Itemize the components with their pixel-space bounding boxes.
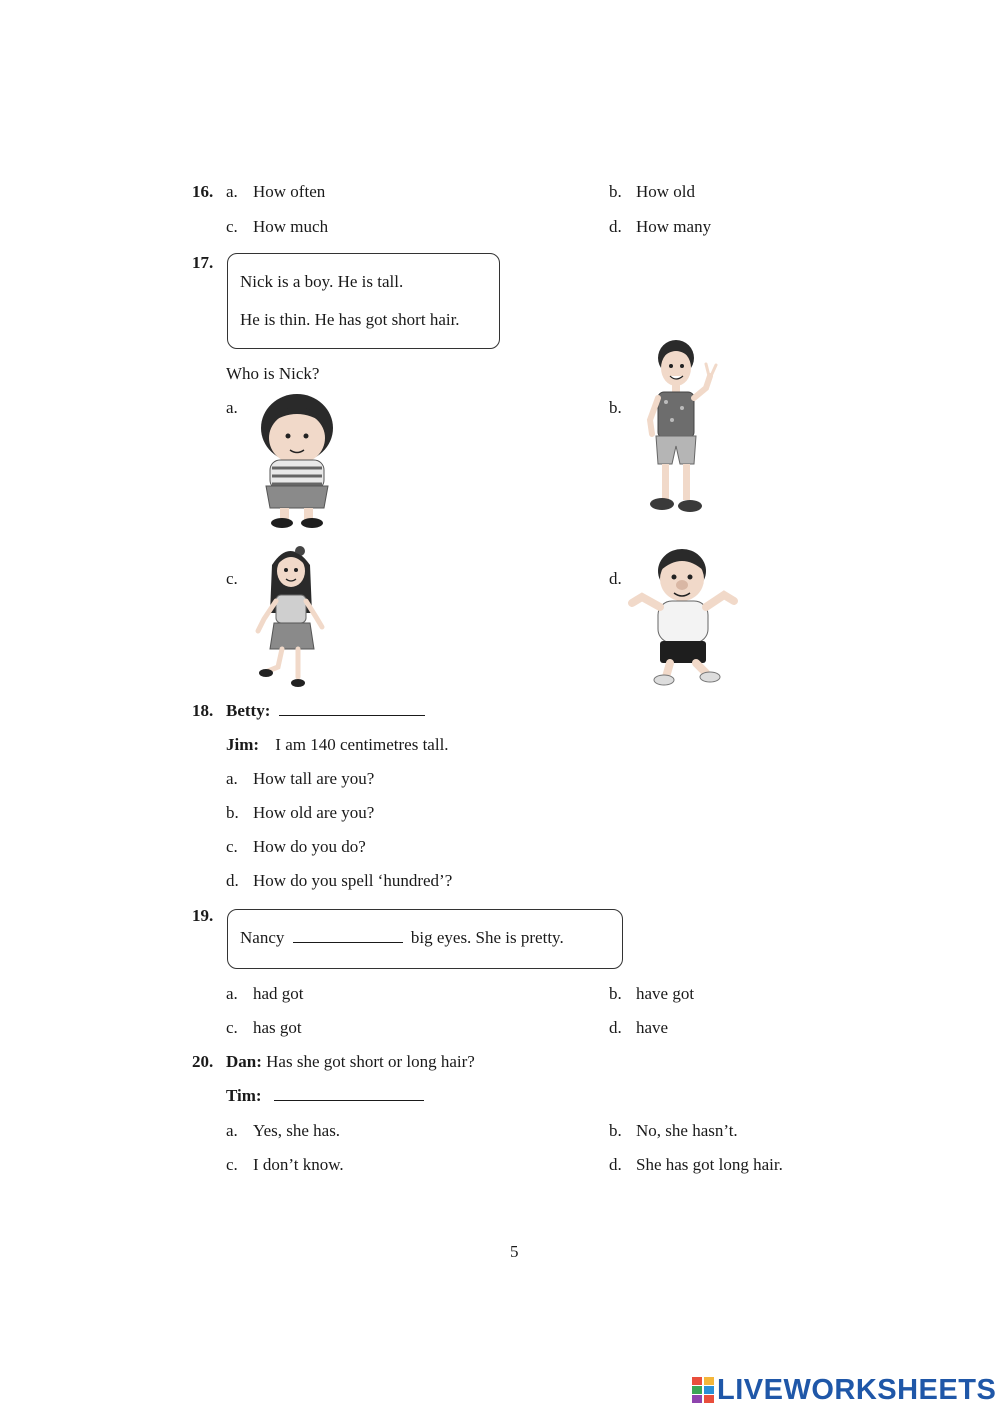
option-letter: d. bbox=[609, 217, 622, 236]
liveworksheets-logo-icon bbox=[692, 1377, 714, 1403]
option-letter: b. bbox=[609, 1121, 622, 1140]
option-letter: c. bbox=[226, 1155, 238, 1174]
q19-option-a[interactable] bbox=[226, 984, 304, 1004]
q17-option-d-letter[interactable]: d. bbox=[609, 569, 622, 588]
chubby-boy-arms-out-illustration[interactable] bbox=[628, 545, 740, 685]
speaker-dan: Dan: bbox=[226, 1052, 262, 1071]
option-letter: c. bbox=[226, 217, 238, 236]
option-letter: a. bbox=[226, 1121, 238, 1140]
q16-option-c[interactable] bbox=[226, 217, 328, 237]
option-text: have got bbox=[636, 984, 695, 1003]
option-text: have bbox=[636, 1018, 669, 1037]
q16-option-d[interactable] bbox=[609, 217, 711, 237]
q20-option-d[interactable] bbox=[609, 1155, 783, 1175]
q16-option-b[interactable] bbox=[609, 182, 695, 202]
q20-dan-line bbox=[226, 1052, 475, 1072]
question-20-number: 20. bbox=[192, 1052, 214, 1071]
liveworksheets-logo[interactable] bbox=[692, 1374, 996, 1406]
question-16-number: 16. bbox=[192, 182, 214, 201]
q17-option-b-letter[interactable]: b. bbox=[609, 398, 622, 417]
option-text: How old are you? bbox=[253, 803, 375, 822]
q17-passage-line-1: Nick is a boy. He is tall. bbox=[240, 272, 404, 291]
q18-jim-line bbox=[226, 735, 449, 755]
q17-passage-box bbox=[227, 253, 500, 349]
option-letter: c. bbox=[226, 837, 238, 856]
q18-betty-line bbox=[226, 701, 425, 721]
option-text: How do you spell ‘hundred’? bbox=[253, 871, 453, 890]
q19-option-b[interactable] bbox=[609, 984, 694, 1004]
q19-option-c[interactable] bbox=[226, 1018, 302, 1038]
q17-option-c-letter[interactable]: c. bbox=[226, 569, 238, 588]
option-text: had got bbox=[253, 984, 304, 1003]
option-letter: d. bbox=[609, 1018, 622, 1037]
sentence-end: big eyes. She is pretty. bbox=[410, 928, 564, 947]
sentence-start: Nancy bbox=[240, 928, 285, 947]
speaker-jim: Jim: bbox=[226, 735, 260, 754]
question-17-number: 17. bbox=[192, 253, 214, 272]
question-19-number: 19. bbox=[192, 906, 214, 925]
q19-option-d[interactable] bbox=[609, 1018, 668, 1038]
option-letter: d. bbox=[609, 1155, 622, 1174]
q20-option-a[interactable] bbox=[226, 1121, 340, 1141]
short-fat-child-illustration[interactable] bbox=[252, 390, 342, 530]
option-text: She has got long hair. bbox=[636, 1155, 783, 1174]
option-letter: b. bbox=[226, 803, 239, 822]
option-text: has got bbox=[253, 1018, 302, 1037]
page-number: 5 bbox=[510, 1242, 519, 1261]
option-text: How do you do? bbox=[253, 837, 366, 856]
option-text: How much bbox=[253, 217, 329, 236]
option-text: How tall are you? bbox=[253, 769, 375, 788]
tall-thin-boy-peace-sign-illustration[interactable] bbox=[634, 336, 724, 522]
option-text: How often bbox=[253, 182, 326, 201]
option-text: How old bbox=[636, 182, 696, 201]
option-text: How many bbox=[636, 217, 712, 236]
option-letter: a. bbox=[226, 769, 238, 788]
option-letter: b. bbox=[609, 182, 622, 201]
jim-reply: I am 140 centimetres tall. bbox=[275, 735, 449, 754]
q17-option-a-letter[interactable]: a. bbox=[226, 398, 238, 417]
option-letter: c. bbox=[226, 1018, 238, 1037]
option-letter: b. bbox=[609, 984, 622, 1003]
q17-passage-line-2: He is thin. He has got short hair. bbox=[240, 310, 460, 329]
answer-blank[interactable] bbox=[293, 942, 403, 943]
girl-long-hair-skirt-illustration[interactable] bbox=[254, 543, 326, 691]
option-text: Yes, she has. bbox=[253, 1121, 341, 1140]
q16-option-a[interactable] bbox=[226, 182, 325, 202]
answer-blank[interactable] bbox=[274, 1100, 424, 1101]
speaker-betty: Betty: bbox=[226, 701, 271, 720]
q20-option-c[interactable] bbox=[226, 1155, 344, 1175]
option-letter: a. bbox=[226, 182, 238, 201]
q20-tim-line bbox=[226, 1086, 424, 1106]
q18-option-a[interactable] bbox=[226, 769, 374, 789]
option-letter: a. bbox=[226, 984, 238, 1003]
option-letter: d. bbox=[226, 871, 239, 890]
option-text: I don’t know. bbox=[253, 1155, 344, 1174]
q18-option-d[interactable] bbox=[226, 871, 452, 891]
q18-option-c[interactable] bbox=[226, 837, 366, 857]
speaker-tim: Tim: bbox=[226, 1086, 262, 1105]
liveworksheets-brand-text: LIVEWORKSHEETS bbox=[717, 1373, 997, 1406]
answer-blank[interactable] bbox=[279, 715, 425, 716]
q20-option-b[interactable] bbox=[609, 1121, 738, 1141]
option-text: No, she hasn’t. bbox=[636, 1121, 738, 1140]
q19-sentence bbox=[240, 928, 564, 948]
q18-option-b[interactable] bbox=[226, 803, 374, 823]
dan-question: Has she got short or long hair? bbox=[266, 1052, 475, 1071]
q17-question: Who is Nick? bbox=[226, 364, 320, 383]
question-18-number: 18. bbox=[192, 701, 214, 720]
